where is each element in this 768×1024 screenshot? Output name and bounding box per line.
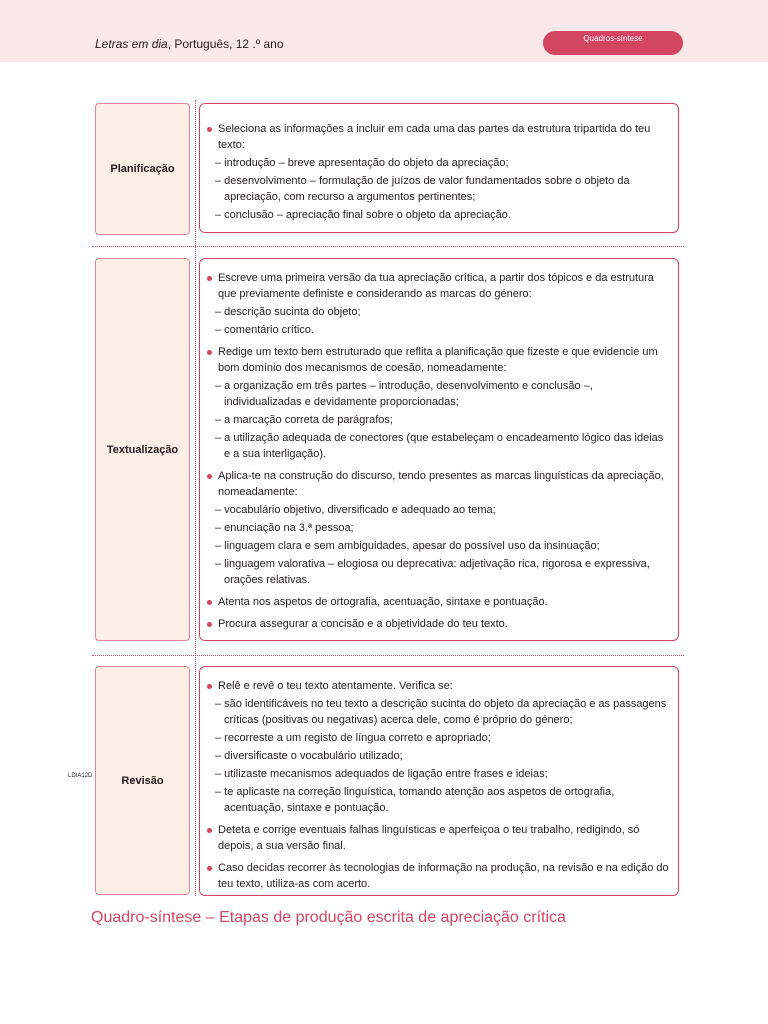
sub-item: – linguagem clara e sem ambiguidades, apesar do possível uso da insinuação; [215,540,600,552]
bullet-dot-icon [207,600,212,605]
figure-caption: Quadro-síntese – Etapas de produção escrita de apreciação crítica [91,909,566,926]
list-planificacao [205,121,670,223]
sub-item: – são identificáveis no teu texto a descrição sucinta do objeto da apreciação e as passagens críticas (positivas ou negativas) acerca dele, como é próprio do género; [215,698,667,726]
bullet-item [205,594,670,610]
bullet-dot-icon [207,276,212,281]
bullet-text: Escreve uma primeira versão da tua apreciação crítica, a partir dos tópicos e da estrutura que previamente definiste e considerando as marcas do género: [218,272,654,300]
sub-item: – enunciação na 3.ª pessoa; [215,522,354,534]
bullet-dot-icon [207,684,212,689]
sub-item: – desenvolvimento – formulação de juízos de valor fundamentados sobre o objeto da apreciação, com recurso a argumentos pertinentes; [215,175,630,203]
bullet-item [205,616,670,632]
sub-item: – a organização em três partes – introdução, desenvolvimento e conclusão –, individualizadas e devidamente proporcionadas; [215,380,593,408]
side-code: LDIA12D [68,773,93,779]
bullet-item [205,468,670,500]
bullet-dot-icon [207,622,212,627]
list-textualizacao [205,270,670,632]
list-revisao [205,678,670,892]
bullet-text: Caso decidas recorrer às tecnologias de informação na produção, na revisão e na edição do teu texto, utiliza-as com acerto. [218,862,669,890]
bullet-dot-icon [207,828,212,833]
bullet-item [205,270,670,302]
bullet-text: Atenta nos aspetos de ortografia, acentuação, sintaxe e pontuação. [218,596,548,608]
sub-item: – linguagem valorativa – elogiosa ou deprecativa: adjetivação rica, rigorosa e expressiva, orações relativas. [215,558,650,586]
sub-item: – comentário crítico. [215,324,315,336]
sub-item: – utilizaste mecanismos adequados de ligação entre frases e ideias; [215,768,548,780]
sub-item: – descrição sucinta do objeto; [215,306,361,318]
label-textualizacao: Textualização [95,258,190,641]
sub-item: – a utilização adequada de conectores (que estabeleçam o encadeamento lógico das ideias e a sua interligação). [215,432,664,460]
bullet-item [205,860,670,892]
label-planificacao: Planificação [95,103,190,235]
bullet-text: Redige um texto bem estruturado que reflita a planificação que fizeste e que evidencie um bom domínio dos mecanismos de coesão, nomeadamente: [218,346,658,374]
header-bar [0,0,768,62]
sub-item: – introdução – breve apresentação do objeto da apreciação; [215,157,509,169]
sub-item: – a marcação correta de parágrafos; [215,414,393,426]
bullet-dot-icon [207,350,212,355]
bullet-text: Seleciona as informações a incluir em cada uma das partes da estrutura tripartida do teu texto: [218,123,651,151]
sub-item: – te aplicaste na correção linguística, tomando atenção aos aspetos de ortografia, acentuação, sintaxe e pontuação. [215,786,615,814]
bullet-item [205,678,670,694]
book-title [95,36,284,52]
bullet-item [205,822,670,854]
bullet-item [205,121,670,153]
bullet-dot-icon [207,866,212,871]
bullet-text: Relê e revê o teu texto atentamente. Verifica se: [218,680,453,692]
bullet-text: Procura assegurar a concisão e a objetividade do teu texto. [218,618,508,630]
section-tag: Quadros-síntese [543,31,683,55]
book-title-italic: Letras em dia [95,37,168,51]
sub-item: – vocabulário objetivo, diversificado e adequado ao tema; [215,504,496,516]
section-divider [92,655,684,656]
bullet-text: Deteta e corrige eventuais falhas linguísticas e aperfeiçoa o teu trabalho, redigindo, só depois, a sua versão final. [218,824,640,852]
section-divider [92,246,684,247]
sub-item: – diversificaste o vocabulário utilizado; [215,750,403,762]
bullet-dot-icon [207,474,212,479]
sub-item: – conclusão – apreciação final sobre o objeto da apreciação. [215,209,511,221]
vertical-divider [195,100,196,896]
bullet-item [205,344,670,376]
label-revisao: Revisão [95,666,190,895]
sub-item: – recorreste a um registo de língua correto e apropriado; [215,732,491,744]
bullet-text: Aplica-te na construção do discurso, tendo presentes as marcas linguísticas da apreciação, nomeadamente: [218,470,664,498]
book-title-rest: , Português, 12 .º ano [167,37,284,51]
bullet-dot-icon [207,127,212,132]
